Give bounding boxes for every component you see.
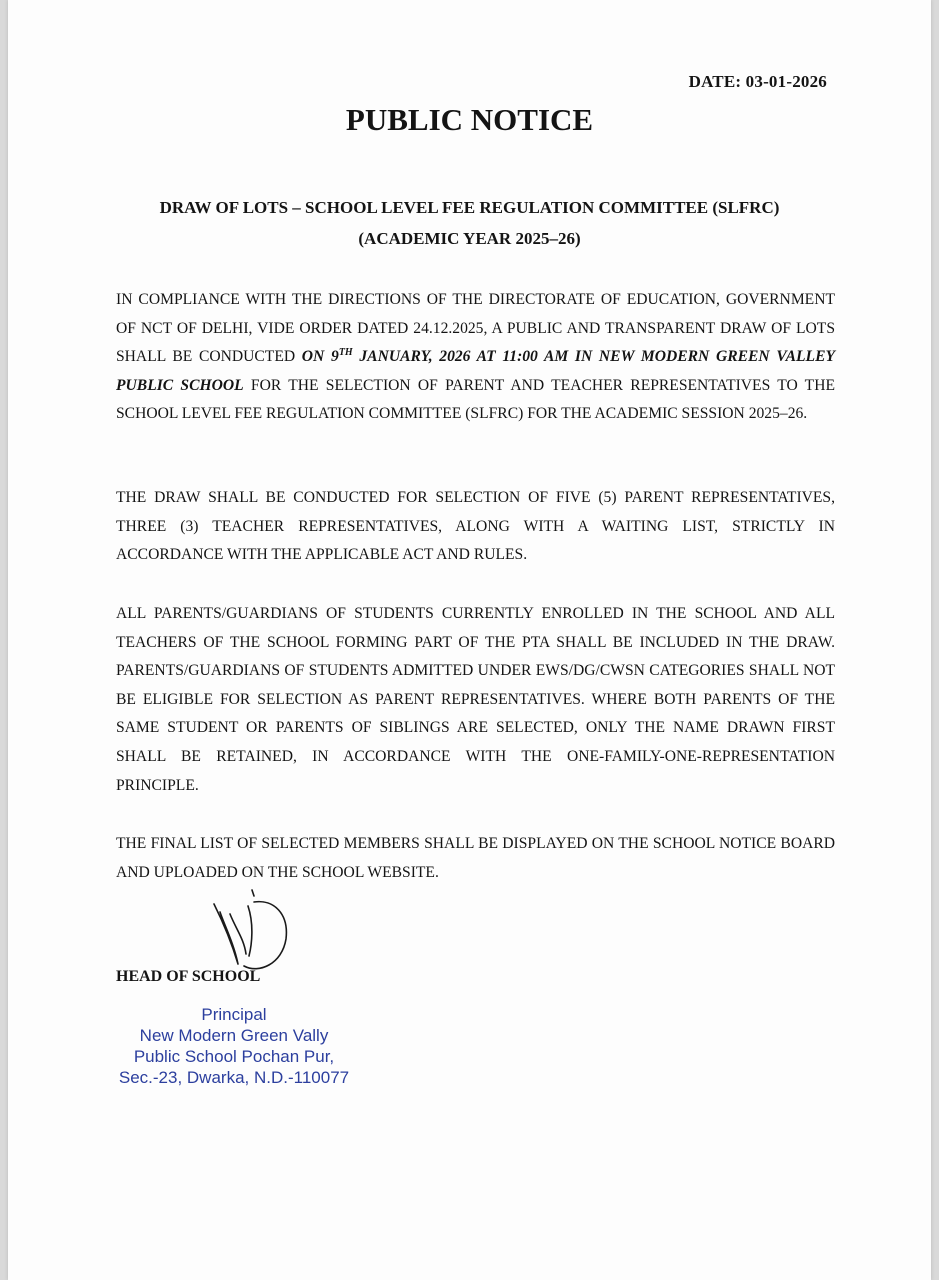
- stamp-line: New Modern Green Vally: [139, 1026, 329, 1045]
- notice-subtitle: DRAW OF LOTS – SCHOOL LEVEL FEE REGULATION COMMITTEE (SLFRC): [159, 198, 780, 217]
- notice-date: DATE: 03-01-2026: [688, 72, 827, 91]
- signature-icon: [194, 884, 294, 976]
- ordinal-suffix: TH: [338, 347, 353, 358]
- emphasis-text: ON 9: [301, 348, 339, 366]
- notice-academic-year: (ACADEMIC YEAR 2025–26): [358, 229, 581, 248]
- stamp-line: Principal: [201, 1005, 267, 1024]
- principal-stamp: [104, 1004, 364, 1088]
- paragraph-final-list: THE FINAL LIST OF SELECTED MEMBERS SHALL BE DISPLAYED ON THE SCHOOL NOTICE BOARD AND UPLOADED ON THE SCHOOL WEBSITE.: [116, 835, 835, 881]
- stamp-line: Sec.-23, Dwarka, N.D.-110077: [118, 1068, 350, 1087]
- notice-title: PUBLIC NOTICE: [345, 102, 594, 137]
- notice-page: [8, 0, 931, 1280]
- stamp-line: Public School Pochan Pur,: [133, 1047, 335, 1066]
- paragraph-text: FOR THE SELECTION OF PARENT AND TEACHER REPRESENTATIVES TO THE SCHOOL LEVEL FEE REGULATION COMMITTEE (SLFRC) FOR THE ACADEMIC SESSION 2025–26.: [116, 376, 835, 423]
- signatory-title: HEAD OF SCHOOL: [116, 968, 261, 985]
- emphasis-text: JANUARY, 2026 AT 11:00 AM IN NEW MODERN GREEN VALLEY PUBLIC SCHOOL: [116, 348, 835, 394]
- paragraph-selection: THE DRAW SHALL BE CONDUCTED FOR SELECTION OF FIVE (5) PARENT REPRESENTATIVES, THREE (3) TEACHER REPRESENTATIVES, ALONG WITH A WAITING LIST, STRICTLY IN ACCORDANCE WITH THE APPLICABLE ACT AND RULES.: [116, 489, 835, 564]
- paragraph-eligibility: ALL PARENTS/GUARDIANS OF STUDENTS CURRENTLY ENROLLED IN THE SCHOOL AND ALL TEACHERS OF THE SCHOOL FORMING PART OF THE PTA SHALL BE INCLUDED IN THE DRAW. PARENTS/GUARDIANS OF STUDENTS ADMITTED UNDER EWS/DG/CWSN CATEGORIES SHALL NOT BE ELIGIBLE FOR SELECTION AS PARENT REPRESENTATIVES. WHERE BOTH PARENTS OF THE SAME STUDENT OR PARENTS OF SIBLINGS ARE SELECTED, ONLY THE NAME DRAWN FIRST SHALL BE RETAINED, IN ACCORDANCE WITH THE ONE-FAMILY-ONE-REPRESENTATION PRINCIPLE.: [116, 605, 835, 794]
- paragraph-text: IN COMPLIANCE WITH THE DIRECTIONS OF THE DIRECTORATE OF EDUCATION, GOVERNMENT OF NCT OF DELHI, VIDE ORDER DATED 24.12.2025, A PUBLIC AND TRANSPARENT DRAW OF LOTS SHALL BE CONDUCTED: [116, 291, 835, 366]
- paragraph-compliance: [116, 286, 835, 429]
